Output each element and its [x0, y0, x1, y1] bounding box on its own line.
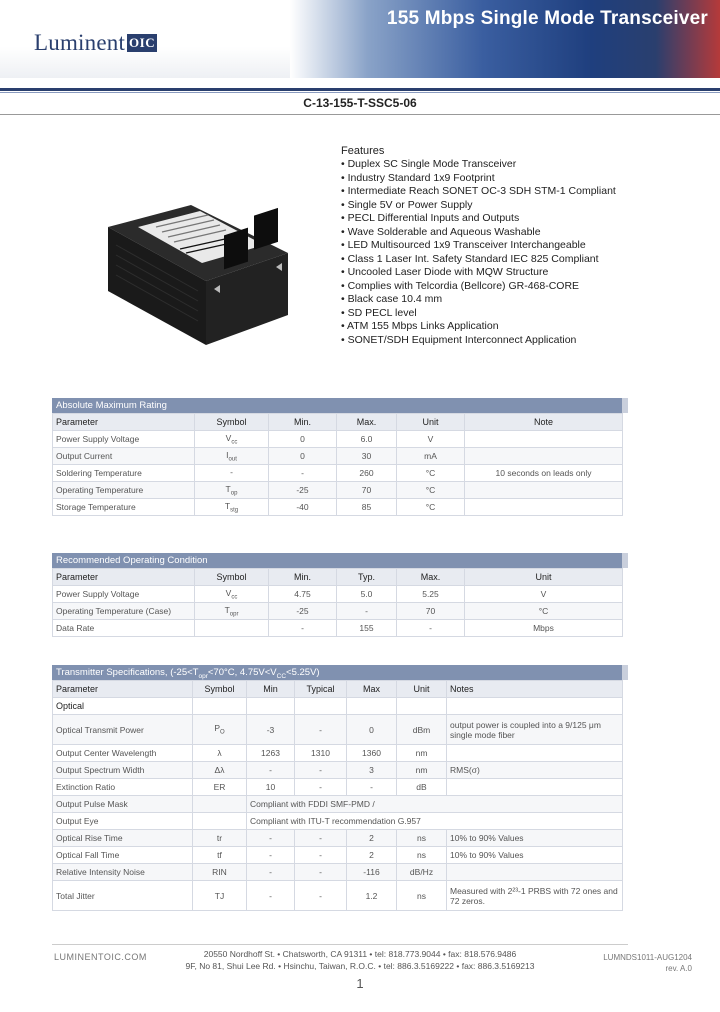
empty-cell	[193, 698, 247, 715]
symbol: P	[214, 723, 220, 734]
cell-note	[465, 482, 623, 499]
cell-symbol: TJ	[193, 881, 247, 911]
cell-symbol: ER	[193, 779, 247, 796]
recommended-operating-table	[52, 553, 628, 637]
symbol: V	[225, 432, 232, 443]
table-row	[53, 830, 623, 847]
document-revision: rev. A.0	[665, 964, 692, 973]
symbol: -	[230, 466, 233, 477]
col-header: Parameter	[53, 569, 195, 586]
feature-item: • SONET/SDH Equipment Interconnect Application	[341, 334, 701, 348]
col-header: Symbol	[195, 569, 269, 586]
cell-min: -25	[269, 603, 337, 620]
cell-min: -	[247, 864, 295, 881]
cell-max: 70	[337, 482, 397, 499]
cell-max: 70	[397, 603, 465, 620]
cell-max: 30	[337, 448, 397, 465]
logo-text: Luminent	[34, 30, 126, 55]
col-header: Note	[465, 414, 623, 431]
title-part: <70°C, 4.75V<V	[207, 667, 277, 678]
table-row	[53, 813, 623, 830]
part-number: C-13-155-T-SSC5-06	[303, 96, 417, 110]
table-row	[53, 499, 623, 516]
page-number: 1	[356, 976, 364, 991]
empty-cell	[247, 698, 295, 715]
cell-symbol	[195, 482, 269, 499]
footer-website: LUMINENTOIC.COM	[54, 952, 147, 962]
cell-max: -	[347, 779, 397, 796]
footer-divider	[52, 944, 628, 945]
cell-parameter: Relative Intensity Noise	[53, 864, 193, 881]
cell-parameter: Data Rate	[53, 620, 195, 637]
cell-unit: °C	[397, 465, 465, 482]
col-header: Parameter	[53, 414, 195, 431]
col-header: Min.	[269, 569, 337, 586]
cell-typ: -	[295, 881, 347, 911]
cell-note: 10% to 90% Values	[447, 847, 623, 864]
cell-parameter: Output Pulse Mask	[53, 796, 193, 813]
cell-note: output power is coupled into a 9/125 μm single mode fiber	[447, 715, 623, 745]
col-header: Parameter	[53, 681, 193, 698]
cell-max: 6.0	[337, 431, 397, 448]
cell-unit: °C	[397, 499, 465, 516]
table-row	[53, 431, 623, 448]
cell-parameter: Output Center Wavelength	[53, 745, 193, 762]
symbol: V	[225, 587, 232, 598]
address-line-taiwan: 9F, No 81, Shui Lee Rd. • Hsinchu, Taiwan, R.O.C. • tel: 886.3.5169222 • fax: 886.3.5169213	[185, 961, 535, 971]
cell-parameter: Output Current	[53, 448, 195, 465]
feature-item: • Single 5V or Power Supply	[341, 199, 701, 213]
cell-parameter: Optical Rise Time	[53, 830, 193, 847]
title-sub: opr	[198, 672, 208, 680]
table-row	[53, 603, 623, 620]
cell-typ: -	[295, 762, 347, 779]
symbol: I	[226, 449, 229, 460]
feature-item: • Black case 10.4 mm	[341, 293, 701, 307]
feature-item: • LED Multisourced 1x9 Transceiver Interchangeable	[341, 239, 701, 253]
page-header	[0, 0, 720, 78]
cell-min: -40	[269, 499, 337, 516]
cell-min: -3	[247, 715, 295, 745]
footer-document-id	[603, 952, 692, 974]
cell-parameter: Optical Fall Time	[53, 847, 193, 864]
symbol-sub: stg	[230, 507, 239, 514]
cell-note: RMS(σ)	[447, 762, 623, 779]
cell-typ: 1310	[295, 745, 347, 762]
table-row	[53, 762, 623, 779]
title-banner	[290, 0, 720, 78]
absolute-max-rating-table	[52, 398, 628, 516]
empty-cell	[193, 796, 247, 813]
cell-unit: ns	[397, 847, 447, 864]
header-divider-thin	[0, 92, 720, 93]
feature-item: • Industry Standard 1x9 Footprint	[341, 172, 701, 186]
cell-symbol: λ	[193, 745, 247, 762]
cell-min: 0	[269, 431, 337, 448]
cell-symbol	[195, 465, 269, 482]
table-title: Recommended Operating Condition	[52, 553, 628, 568]
col-header: Max.	[397, 569, 465, 586]
cell-symbol	[193, 715, 247, 745]
cell-parameter: Power Supply Voltage	[53, 586, 195, 603]
cell-symbol: RIN	[193, 864, 247, 881]
symbol-sub: O	[220, 729, 225, 736]
feature-item: • Class 1 Laser Int. Safety Standard IEC 825 Compliant	[341, 253, 701, 267]
table-row	[53, 881, 623, 911]
cell-merged-spec: Compliant with ITU-T recommendation G.957	[247, 813, 623, 830]
symbol: T	[224, 500, 231, 511]
cell-typ: -	[295, 830, 347, 847]
col-header: Typ.	[337, 569, 397, 586]
table-row	[53, 448, 623, 465]
table-title	[52, 665, 628, 680]
cell-symbol	[195, 603, 269, 620]
cell-min: -	[269, 465, 337, 482]
cell-typ: -	[295, 715, 347, 745]
table-row	[53, 465, 623, 482]
cell-max: 260	[337, 465, 397, 482]
symbol: T	[224, 604, 230, 615]
feature-item: • Intermediate Reach SONET OC-3 SDH STM-1 Compliant	[341, 185, 701, 199]
cell-min: -25	[269, 482, 337, 499]
cell-symbol: Δλ	[193, 762, 247, 779]
table-header-row	[53, 569, 623, 586]
cell-typ: 155	[337, 620, 397, 637]
company-logo	[34, 30, 157, 56]
table-row	[53, 586, 623, 603]
table-row	[53, 745, 623, 762]
cell-min: -	[247, 830, 295, 847]
cell-typ: -	[337, 603, 397, 620]
cell-note: 10% to 90% Values	[447, 830, 623, 847]
cell-note	[447, 779, 623, 796]
title-part: <5.25V)	[286, 667, 320, 678]
symbol: T	[225, 483, 231, 494]
cell-unit: °C	[397, 482, 465, 499]
feature-item: • ATM 155 Mbps Links Application	[341, 320, 701, 334]
cell-unit: ns	[397, 881, 447, 911]
symbol-sub: cc	[231, 594, 238, 601]
title-part: Transmitter Specifications, (-25<T	[56, 667, 199, 678]
cell-unit: nm	[397, 762, 447, 779]
features-list	[341, 145, 701, 347]
cell-unit: dB	[397, 779, 447, 796]
cell-typ: -	[295, 847, 347, 864]
cell-max: 0	[347, 715, 397, 745]
col-header: Min	[247, 681, 295, 698]
cell-min: -	[247, 762, 295, 779]
cell-typ: -	[295, 779, 347, 796]
cell-unit: ns	[397, 830, 447, 847]
cell-unit: nm	[397, 745, 447, 762]
cell-max: 85	[337, 499, 397, 516]
logo-box: OIC	[129, 35, 156, 50]
cell-symbol: tf	[193, 847, 247, 864]
cell-parameter: Operating Temperature	[53, 482, 195, 499]
footer-address	[150, 948, 570, 972]
cell-unit: mA	[397, 448, 465, 465]
col-header: Unit	[465, 569, 623, 586]
feature-item: • Uncooled Laser Diode with MQW Structure	[341, 266, 701, 280]
cell-max: -	[397, 620, 465, 637]
table-title: Absolute Maximum Rating	[52, 398, 628, 413]
cell-parameter: Soldering Temperature	[53, 465, 195, 482]
cell-max: 2	[347, 847, 397, 864]
cell-note: Measured with 2²³-1 PRBS with 72 ones and 72 zeros.	[447, 881, 623, 911]
col-header: Min.	[269, 414, 337, 431]
feature-item: • SD PECL level	[341, 307, 701, 321]
cell-max: 2	[347, 830, 397, 847]
cell-unit: dBm	[397, 715, 447, 745]
table-header-row	[53, 414, 623, 431]
cell-unit: V	[465, 586, 623, 603]
col-header: Notes	[447, 681, 623, 698]
col-header: Max.	[337, 414, 397, 431]
cell-parameter: Operating Temperature (Case)	[53, 603, 195, 620]
symbol-sub: opr	[229, 611, 239, 618]
title-sub: CC	[276, 672, 287, 680]
table-header-row	[53, 681, 623, 698]
cell-symbol: tr	[193, 830, 247, 847]
cell-unit: Mbps	[465, 620, 623, 637]
cell-parameter: Power Supply Voltage	[53, 431, 195, 448]
cell-note	[465, 448, 623, 465]
symbol-sub: op	[230, 490, 238, 497]
col-header: Max	[347, 681, 397, 698]
cell-min: -	[247, 881, 295, 911]
cell-max: -116	[347, 864, 397, 881]
cell-min: -	[269, 620, 337, 637]
table-section-row	[53, 698, 623, 715]
cell-merged-spec: Compliant with FDDI SMF-PMD /	[247, 796, 623, 813]
cell-max: 1360	[347, 745, 397, 762]
col-header: Symbol	[195, 414, 269, 431]
cell-parameter: Optical Transmit Power	[53, 715, 193, 745]
table-row	[53, 482, 623, 499]
cell-max: 3	[347, 762, 397, 779]
cell-symbol	[195, 431, 269, 448]
table-row	[53, 796, 623, 813]
cell-min: -	[247, 847, 295, 864]
cell-symbol	[195, 448, 269, 465]
cell-min: 4.75	[269, 586, 337, 603]
features-title: Features	[341, 145, 385, 157]
symbol-sub: out	[228, 456, 237, 463]
feature-item: • PECL Differential Inputs and Outputs	[341, 212, 701, 226]
address-line-us: 20550 Nordhoff St. • Chatsworth, CA 91311 • tel: 818.773.9044 • fax: 818.576.9486	[203, 949, 517, 959]
table-row	[53, 864, 623, 881]
cell-note: 10 seconds on leads only	[465, 465, 623, 482]
table-row	[53, 779, 623, 796]
cell-max: 5.25	[397, 586, 465, 603]
symbol-sub: cc	[231, 439, 238, 446]
cell-min: 10	[247, 779, 295, 796]
empty-cell	[397, 698, 447, 715]
cell-unit: °C	[465, 603, 623, 620]
transceiver-product-image	[96, 205, 306, 350]
cell-note	[447, 864, 623, 881]
cell-symbol	[195, 620, 269, 637]
cell-symbol	[195, 499, 269, 516]
feature-item: • Duplex SC Single Mode Transceiver	[341, 158, 701, 172]
col-header: Typical	[295, 681, 347, 698]
table-row	[53, 715, 623, 745]
empty-cell	[295, 698, 347, 715]
feature-item: • Wave Solderable and Aqueous Washable	[341, 226, 701, 240]
cell-min: 0	[269, 448, 337, 465]
table-row	[53, 847, 623, 864]
empty-cell	[347, 698, 397, 715]
cell-note	[465, 431, 623, 448]
cell-note	[447, 745, 623, 762]
cell-typ: 5.0	[337, 586, 397, 603]
cell-parameter: Storage Temperature	[53, 499, 195, 516]
cell-note	[465, 499, 623, 516]
cell-symbol	[195, 586, 269, 603]
empty-cell	[193, 813, 247, 830]
cell-parameter: Extinction Ratio	[53, 779, 193, 796]
table-row	[53, 620, 623, 637]
logo-area	[0, 0, 300, 78]
col-header: Unit	[397, 681, 447, 698]
transmitter-spec-table	[52, 665, 628, 911]
cell-parameter: Output Eye	[53, 813, 193, 830]
document-number: LUMNDS1011-AUG1204	[603, 953, 692, 962]
cell-max: 1.2	[347, 881, 397, 911]
cell-unit: V	[397, 431, 465, 448]
col-header: Symbol	[193, 681, 247, 698]
feature-item: • Complies with Telcordia (Bellcore) GR-468-CORE	[341, 280, 701, 294]
cell-unit: dB/Hz	[397, 864, 447, 881]
part-number-rule	[0, 114, 720, 115]
section-label: Optical	[53, 698, 193, 715]
empty-cell	[447, 698, 623, 715]
header-divider	[0, 88, 720, 91]
cell-typ: -	[295, 864, 347, 881]
cell-parameter: Total Jitter	[53, 881, 193, 911]
cell-parameter: Output Spectrum Width	[53, 762, 193, 779]
cell-min: 1263	[247, 745, 295, 762]
page-title: 155 Mbps Single Mode Transceiver	[386, 8, 708, 29]
col-header: Unit	[397, 414, 465, 431]
